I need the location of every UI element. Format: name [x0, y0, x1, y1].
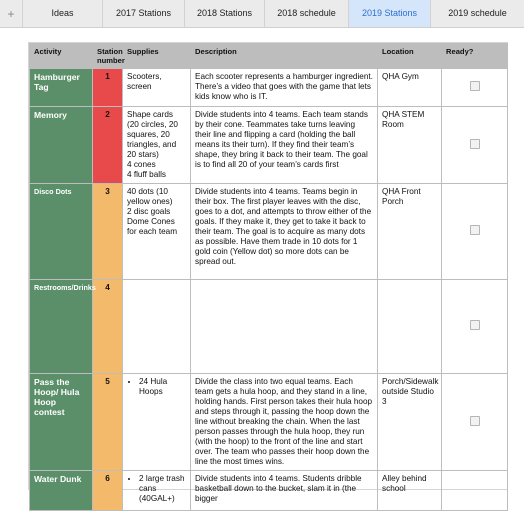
station-number-cell[interactable]: 5	[93, 374, 123, 471]
tab-2019-schedule[interactable]: 2019 schedule	[430, 0, 524, 27]
header-location: Location	[378, 44, 442, 69]
ready-cell	[442, 184, 508, 280]
station-number-cell[interactable]: 2	[93, 107, 123, 184]
supplies-cell[interactable]	[123, 471, 191, 511]
tab-2018-stations[interactable]: 2018 Stations	[184, 0, 264, 27]
table-row	[30, 280, 508, 374]
location-cell[interactable]	[378, 280, 442, 374]
location-cell[interactable]: QHA Front Porch	[378, 184, 442, 280]
table-row	[30, 471, 508, 511]
description-cell[interactable]: Each scooter represents a hamburger ingredient. There’s a video that goes with the game that lets kids know who is IT.	[191, 69, 378, 107]
ready-cell	[442, 107, 508, 184]
description-cell[interactable]: Divide students into 4 teams. Students dribble basketball down to the bucket, slam it in (the bigger	[191, 471, 378, 511]
supplies-cell[interactable]	[123, 374, 191, 471]
table-row	[30, 184, 508, 280]
ready-cell	[442, 69, 508, 107]
ready-checkbox[interactable]	[470, 81, 480, 91]
description-cell[interactable]: Divide students into 4 teams. Each team stands by their cone. Teammates take turns leaving their line and flipping a card (holding the ball means its their turn). If they find their team’s shape, they bring it back to their team. The goal is to find all 20 of your team’s cards first	[191, 107, 378, 184]
sheet-tab-bar	[0, 0, 524, 28]
location-cell[interactable]: QHA STEM Room	[378, 107, 442, 184]
supplies-list-item: • 24 Hula Hoops	[139, 377, 186, 397]
station-number-cell[interactable]: 1	[93, 69, 123, 107]
location-cell[interactable]: Alley behind school	[378, 471, 442, 511]
tab-2018-schedule[interactable]: 2018 schedule	[264, 0, 348, 27]
activity-cell[interactable]: Pass the Hoop/ Hula Hoop contest	[30, 374, 93, 471]
supplies-cell[interactable]: 40 dots (10 yellow ones) 2 disc goals Dome Cones for each team	[123, 184, 191, 280]
header-description: Description	[191, 44, 378, 69]
header-supplies: Supplies	[123, 44, 191, 69]
location-cell[interactable]: Porch/Sidewalk outside Studio 3	[378, 374, 442, 471]
station-number-cell[interactable]: 6	[93, 471, 123, 511]
activity-cell[interactable]: Restrooms/Drinks	[30, 280, 93, 374]
ready-checkbox[interactable]	[470, 225, 480, 235]
ready-cell	[442, 280, 508, 374]
add-sheet-button[interactable]: +	[7, 6, 15, 21]
location-cell[interactable]: QHA Gym	[378, 69, 442, 107]
table-row	[30, 107, 508, 184]
description-cell[interactable]: Divide the class into two equal teams. Each team gets a hula hoop, and they stand in a line, holding hands. First person takes their hula hoop and steps through it, passing the hoop down the line without breaking the chain. When the last person passes through the hula hoop, they run (with the hoop) to the front of the line and start over. The team who passes their hoop down the line the most times wins.	[191, 374, 378, 471]
activity-cell[interactable]: Hamburger Tag	[30, 69, 93, 107]
table-row	[30, 69, 508, 107]
stations-table	[29, 43, 508, 511]
tab-2017-stations[interactable]: 2017 Stations	[102, 0, 184, 27]
header-row	[30, 44, 508, 69]
ready-checkbox[interactable]	[470, 139, 480, 149]
station-number-cell[interactable]: 4	[93, 280, 123, 374]
ready-cell	[442, 374, 508, 471]
header-activity: Activity	[30, 44, 93, 69]
activity-cell[interactable]: Water Dunk	[30, 471, 93, 511]
spreadsheet-sheet	[29, 43, 507, 503]
header-ready: Ready?	[442, 44, 508, 69]
header-station-number: Station number	[93, 44, 123, 69]
supplies-list-item: • 2 large trash cans (40GAL+)	[139, 474, 186, 504]
supplies-cell[interactable]: Shape cards (20 circles, 20 squares, 20 triangles, and 20 stars) 4 cones 4 fluff balls	[123, 107, 191, 184]
table-row	[30, 374, 508, 471]
ready-checkbox[interactable]	[470, 416, 480, 426]
tab-2019-stations[interactable]: 2019 Stations	[348, 0, 430, 27]
activity-cell[interactable]: Memory	[30, 107, 93, 184]
tab-ideas[interactable]: Ideas	[22, 0, 102, 27]
supplies-cell[interactable]	[123, 280, 191, 374]
description-cell[interactable]: Divide students into 4 teams. Teams begin in their box. The first player leaves with the disc, goes to a dot, and attempts to throw either of the goals. If they make it, they get to take it back to their team. The goal is to acquire as many dots as possible. Have them trade in 10 dots for 1 gold coin (Yellow dot) so more dots can be spread out.	[191, 184, 378, 280]
ready-checkbox[interactable]	[470, 320, 480, 330]
supplies-list	[127, 474, 186, 504]
supplies-cell[interactable]: Scooters, screen	[123, 69, 191, 107]
activity-cell[interactable]: Disco Dots	[30, 184, 93, 280]
description-cell[interactable]	[191, 280, 378, 374]
ready-cell	[442, 471, 508, 511]
station-number-cell[interactable]: 3	[93, 184, 123, 280]
supplies-list	[127, 377, 186, 397]
